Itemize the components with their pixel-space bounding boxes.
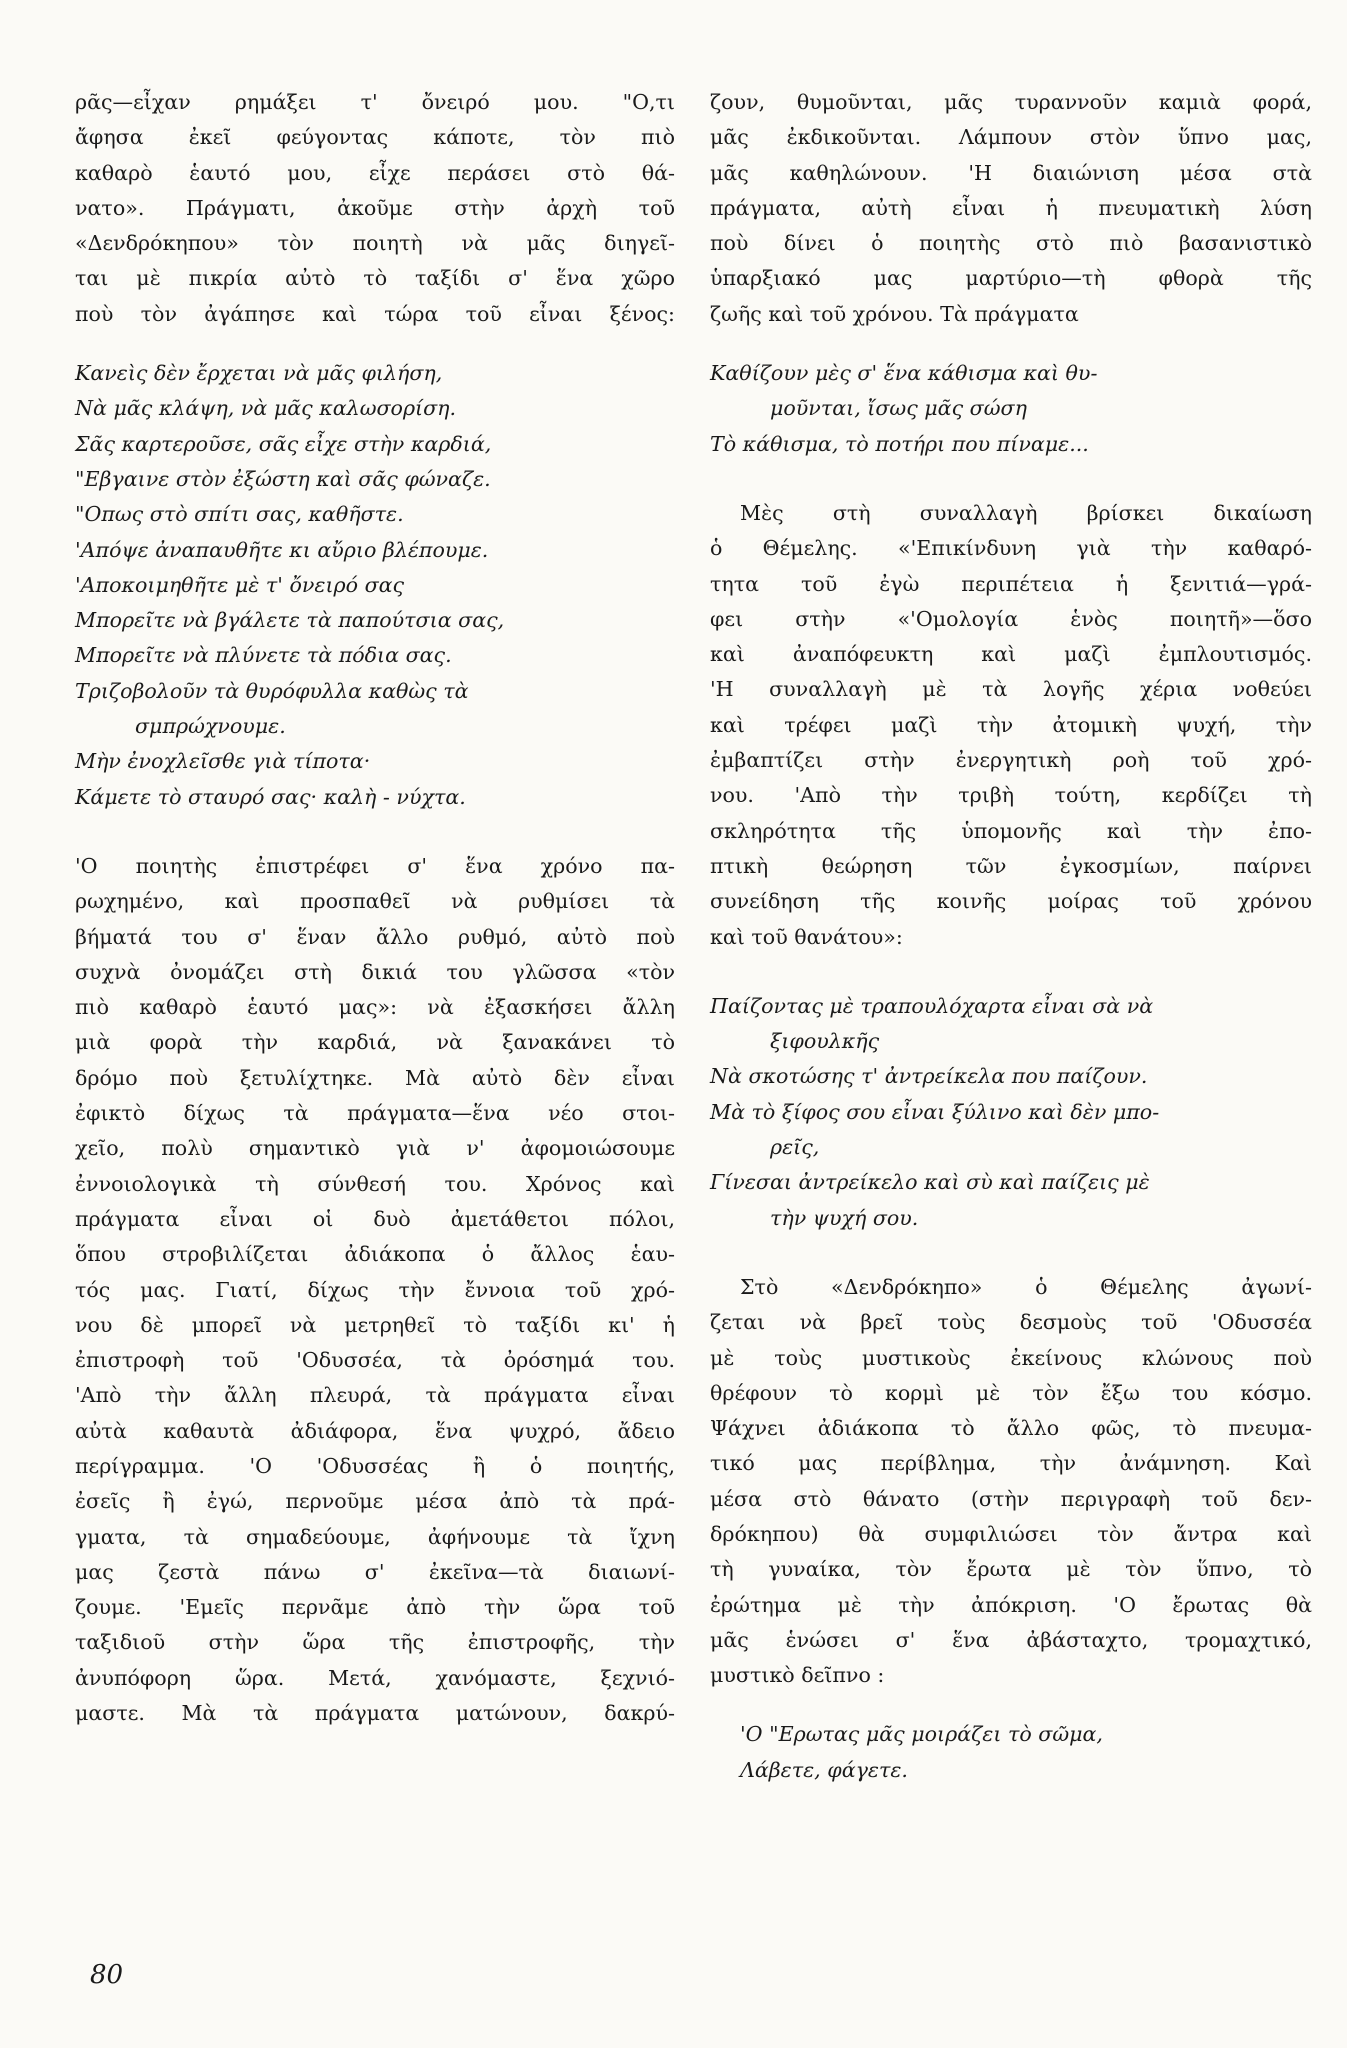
text-line: τὴ γυναίκα, τὸν ἔρωτα μὲ τὸν ὕπνο, τὸ: [710, 1557, 1312, 1582]
poem-line: Νὰ σκοτώσης τ' ἀντρείκελα που παίζουν.: [710, 1064, 1148, 1089]
text-line: μιὰ φορὰ τὴν καρδιά, νὰ ξανακάνει τὸ: [75, 1030, 675, 1055]
paragraph: [75, 849, 675, 1731]
poem-line: ξιφουλκῆς: [770, 1029, 880, 1054]
poem-line: Κάμετε τὸ σταυρό σας· καλὴ - νύχτα.: [75, 784, 466, 809]
poem-line: 'Ο "Ερωτας μᾶς μοιράζει τὸ σῶμα,: [740, 1722, 1103, 1747]
text-line: αὐτὰ καθαυτὰ ἀδιάφορα, ἕνα ψυχρό, ἄδειο: [75, 1418, 675, 1443]
poem-line: "Εβγαινε στὸν ἐξώστη καὶ σᾶς φώναζε.: [75, 466, 491, 491]
poem-line: Μὰ τὸ ξίφος σου εἶναι ξύλινο καὶ δὲν μπο-: [710, 1099, 1160, 1124]
text-line: συχνὰ ὀνομάζει στὴ δικιά του γλῶσσα «τὸν: [75, 959, 675, 984]
text-line: ἐφικτὸ δίχως τὰ πράγματα—ἕνα νέο στοι-: [75, 1101, 675, 1126]
poem-line: "Οπως στὸ σπίτι σας, καθῆστε.: [75, 502, 404, 527]
text-line: δρόμο ποὺ ξετυλίχτηκε. Μὰ αὐτὸ δὲν εἶναι: [75, 1065, 675, 1090]
text-line: ζωῆς καὶ τοῦ χρόνου. Τὰ πράγματα: [710, 301, 1079, 326]
text-line: ἄφησα ἐκεῖ φεύγοντας κάποτε, τὸν πιὸ: [75, 125, 675, 150]
poem-line: 'Απόψε ἀναπαυθῆτε κι αὔριο βλέπουμε.: [75, 537, 489, 562]
text-line: τικό μας περίβλημα, τὴν ἀνάμνηση. Καὶ: [710, 1451, 1312, 1476]
text-line: ταξιδιοῦ στὴν ὥρα τῆς ἐπιστροφῆς, τὴν: [75, 1630, 675, 1655]
poem-line: Κανεὶς δὲν ἔρχεται νὰ μᾶς φιλήση,: [75, 361, 443, 386]
text-line: μᾶς καθηλώνουν. 'Η διαιώνιση μέσα στὰ: [710, 160, 1312, 185]
text-line: πιὸ καθαρὸ ἑαυτό μας»: νὰ ἐξασκήσει ἄλλη: [75, 995, 675, 1020]
poem-line: ρεῖς,: [770, 1135, 820, 1160]
text-line: «Δενδρόκηπου» τὸν ποιητὴ νὰ μᾶς διηγεῖ-: [75, 231, 675, 256]
text-line: νου. 'Απὸ τὴν τριβὴ τούτη, κερδίζει τὴ: [710, 783, 1312, 808]
text-line: πράγματα, αὐτὴ εἶναι ἡ πνευματικὴ λύση: [710, 195, 1312, 220]
poem-line: 'Αποκοιμηθῆτε μὲ τ' ὄνειρό σας: [75, 572, 405, 597]
text-line: θρέφουν τὸ κορμὶ μὲ τὸν ἔξω του κόσμο.: [710, 1380, 1312, 1405]
paragraph: [75, 85, 675, 332]
poem-line: Καθίζουν μὲς σ' ἕνα κάθισμα καὶ θυ-: [710, 361, 1098, 386]
text-line: μᾶς ἑνώσει σ' ἕνα ἀβάσταχτο, τρομαχτικό,: [710, 1627, 1312, 1652]
poem-quote: [75, 356, 675, 815]
poem-quote: [710, 1717, 1312, 1788]
poem-line: μοῦνται, ἴσως μᾶς σώση: [770, 396, 1027, 421]
poem-line: τὴν ψυχή σου.: [770, 1205, 919, 1230]
text-line: ἐρώτημα μὲ τὴν ἀπόκριση. 'Ο ἔρωτας θὰ: [710, 1592, 1312, 1617]
text-line: ἐννοιολογικὰ τὴ σύνθεσή του. Χρόνος καὶ: [75, 1171, 675, 1196]
page-number: 80: [90, 1960, 124, 1990]
text-line: τητα τοῦ ἐγὼ περιπέτεια ἡ ξενιτιά—γρά-: [710, 571, 1312, 596]
text-line: μαστε. Μὰ τὰ πράγματα ματώνουν, δακρύ-: [75, 1701, 675, 1726]
text-line: μας ζεστὰ πάνω σ' ἐκεῖνα—τὰ διαιωνί-: [75, 1559, 675, 1584]
poem-quote: [710, 356, 1312, 462]
poem-line: Λάβετε, φάγετε.: [740, 1757, 908, 1782]
text-line: Ψάχνει ἀδιάκοπα τὸ ἄλλο φῶς, τὸ πνευμα-: [710, 1416, 1312, 1441]
text-line: νατο». Πράγματι, ἀκοῦμε στὴν ἀρχὴ τοῦ: [75, 195, 675, 220]
text-line: νου δὲ μπορεῖ νὰ μετρηθεῖ τὸ ταξίδι κι' ἡ: [75, 1312, 675, 1337]
text-line: ποὺ δίνει ὁ ποιητὴς στὸ πιὸ βασανιστικὸ: [710, 231, 1312, 256]
text-line: περίγραμμα. 'Ο 'Οδυσσέας ἢ ὁ ποιητής,: [75, 1453, 675, 1478]
poem-line: Νὰ μᾶς κλάψη, νὰ μᾶς καλωσορίση.: [75, 396, 457, 421]
text-line: ἐμβαπτίζει στὴν ἐνεργητικὴ ροὴ τοῦ χρό-: [710, 748, 1312, 773]
text-line: ται μὲ πικρία αὐτὸ τὸ ταξίδι σ' ἕνα χῶρο: [75, 266, 675, 291]
text-line: ρωχημένο, καὶ προσπαθεῖ νὰ ρυθμίσει τὰ: [75, 889, 675, 914]
right-column: [710, 85, 1312, 1788]
text-line: μὲ τοὺς μυστικοὺς ἐκείνους κλώνους ποὺ: [710, 1345, 1312, 1370]
paragraph: [710, 1270, 1312, 1694]
poem-line: Μπορεῖτε νὰ πλύνετε τὰ πόδια σας.: [75, 643, 452, 668]
poem-quote: [710, 989, 1312, 1236]
text-line: ζουν, θυμοῦνται, μᾶς τυραννοῦν καμιὰ φορά,: [710, 90, 1312, 114]
text-line: καὶ τοῦ θανάτου»:: [710, 924, 903, 949]
text-line: ἐπιστροφὴ τοῦ 'Οδυσσέα, τὰ ὀρόσημά του.: [75, 1348, 675, 1373]
poem-line: Μὴν ἐνοχλεῖσθε γιὰ τίποτα·: [75, 749, 371, 774]
text-line: σκληρότητα τῆς ὑπομονῆς καὶ τὴν ἐπο-: [710, 818, 1312, 843]
text-line: μέσα στὸ θάνατο (στὴν περιγραφὴ τοῦ δεν-: [710, 1486, 1312, 1511]
text-line: Μὲς στὴ συναλλαγὴ βρίσκει δικαίωση: [740, 500, 1312, 525]
text-line: 'Ο ποιητὴς ἐπιστρέφει σ' ἕνα χρόνο πα-: [75, 853, 675, 878]
left-column: [75, 85, 675, 1731]
poem-line: Μπορεῖτε νὰ βγάλετε τὰ παπούτσια σας,: [75, 608, 505, 633]
text-line: 'Απὸ τὴν ἄλλη πλευρά, τὰ πράγματα εἶναι: [75, 1383, 675, 1408]
text-line: γματα, τὰ σημαδεύουμε, ἀφήνουμε τὰ ἴχνη: [75, 1524, 675, 1549]
poem-line: Γίνεσαι ἀντρείκελο καὶ σὺ καὶ παίζεις μὲ: [710, 1170, 1150, 1195]
text-line: βήματά του σ' ἕναν ἄλλο ρυθμό, αὐτὸ ποὺ: [75, 924, 675, 949]
text-line: συνείδηση τῆς κοινῆς μοίρας τοῦ χρόνου: [710, 889, 1312, 914]
poem-line: Τὸ κάθισμα, τὸ ποτήρι που πίναμε...: [710, 431, 1089, 456]
text-line: ὅπου στροβιλίζεται ἀδιάκοπα ὁ ἄλλος ἑαυ-: [75, 1242, 675, 1267]
text-line: ζουμε. 'Εμεῖς περνᾶμε ἀπὸ τὴν ὥρα τοῦ: [75, 1595, 675, 1620]
text-line: φει στὴν «'Ομολογία ἑνὸς ποιητῆ»—ὅσο: [710, 606, 1312, 631]
text-line: καὶ τρέφει μαζὶ τὴν ἀτομικὴ ψυχή, τὴν: [710, 712, 1312, 737]
text-line: πράγματα εἶναι οἱ δυὸ ἀμετάθετοι πόλοι,: [75, 1206, 675, 1231]
poem-line: σμπρώχνουμε.: [135, 714, 286, 739]
paragraph: [710, 496, 1312, 955]
text-line: ποὺ τὸν ἀγάπησε καὶ τώρα τοῦ εἶναι ξένος:: [75, 301, 675, 326]
poem-line: Παίζοντας μὲ τραπουλόχαρτα εἶναι σὰ νὰ: [710, 993, 1154, 1018]
text-line: μᾶς ἐκδικοῦνται. Λάμπουν στὸν ὕπνο μας,: [710, 125, 1312, 150]
poem-line: Σᾶς καρτεροῦσε, σᾶς εἶχε στὴν καρδιά,: [75, 431, 492, 456]
poem-line: Τριζοβολοῦν τὰ θυρόφυλλα καθὼς τὰ: [75, 678, 469, 703]
text-line: τός μας. Γιατί, δίχως τὴν ἔννοια τοῦ χρό-: [75, 1277, 675, 1302]
text-line: ὑπαρξιακό μας μαρτύριο—τὴ φθορὰ τῆς: [710, 266, 1312, 291]
text-line: καὶ ἀναπόφευκτη καὶ μαζὶ ἐμπλουτισμός.: [710, 642, 1312, 667]
text-line: μυστικὸ δεῖπνο :: [710, 1663, 885, 1688]
text-line: καθαρὸ ἑαυτό μου, εἶχε περάσει στὸ θά-: [75, 160, 675, 185]
text-line: πτικὴ θεώρηση τῶν ἐγκοσμίων, παίρνει: [710, 853, 1312, 878]
text-line: ἐσεῖς ἢ ἐγώ, περνοῦμε μέσα ἀπὸ τὰ πρά-: [75, 1489, 675, 1514]
text-line: ἀνυπόφορη ὥρα. Μετά, χανόμαστε, ξεχνιό-: [75, 1665, 675, 1690]
text-line: Στὸ «Δενδρόκηπο» ὁ Θέμελης ἀγωνί-: [740, 1274, 1312, 1299]
text-line: ὁ Θέμελης. «'Επικίνδυνη γιὰ τὴν καθαρό-: [710, 536, 1312, 561]
text-line: ρᾶς—εἶχαν ρημάξει τ' ὄνειρό μου. "Ο,τι: [75, 90, 675, 114]
text-line: δρόκηπου) θὰ συμφιλιώσει τὸν ἄντρα καὶ: [710, 1521, 1312, 1546]
text-line: ζεται νὰ βρεῖ τοὺς δεσμοὺς τοῦ 'Οδυσσέα: [710, 1310, 1312, 1335]
text-line: χεῖο, πολὺ σημαντικὸ γιὰ ν' ἀφομοιώσουμε: [75, 1136, 675, 1161]
paragraph: [710, 85, 1312, 332]
text-line: 'Η συναλλαγὴ μὲ τὰ λογῆς χέρια νοθεύει: [710, 677, 1312, 702]
